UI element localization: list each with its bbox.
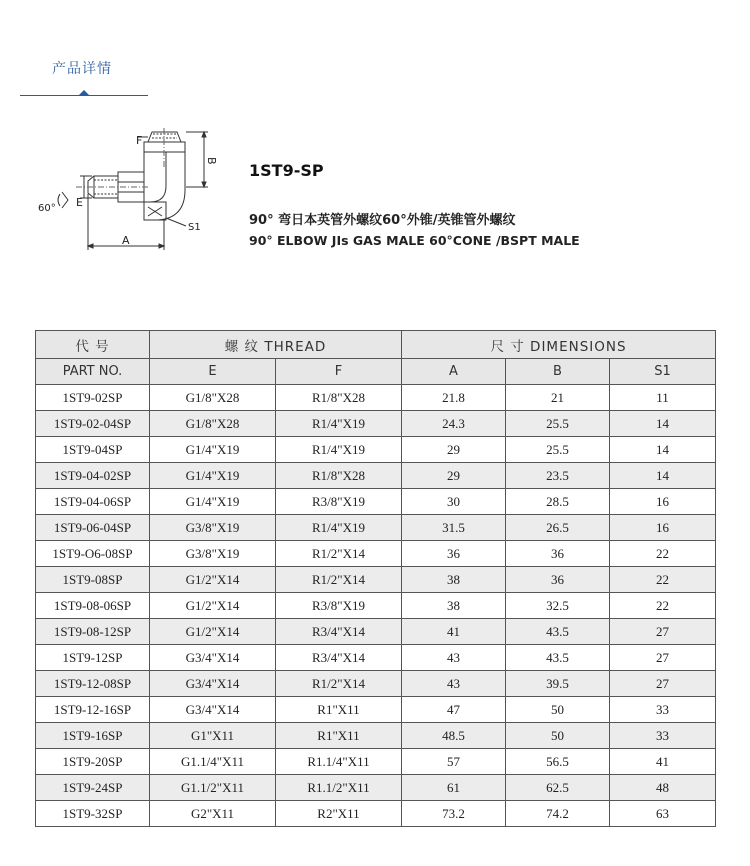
cell-dim-b: 25.5: [506, 437, 610, 463]
cell-dim-s1: 27: [610, 645, 716, 671]
cell-dim-b: 28.5: [506, 489, 610, 515]
cell-thread-e: G1/4"X19: [150, 489, 276, 515]
cell-dim-s1: 14: [610, 463, 716, 489]
drawing-label-a: A: [122, 234, 130, 247]
cell-thread-e: G1"X11: [150, 723, 276, 749]
cell-dim-s1: 14: [610, 437, 716, 463]
cell-thread-f: R1.1/4"X11: [276, 749, 402, 775]
cell-thread-e: G3/8"X19: [150, 515, 276, 541]
cell-dim-b: 36: [506, 541, 610, 567]
cell-dim-s1: 16: [610, 515, 716, 541]
cell-dim-a: 24.3: [402, 411, 506, 437]
product-code: 1ST9-SP: [249, 161, 324, 180]
cell-part-no: 1ST9-04-06SP: [36, 489, 150, 515]
cell-dim-b: 50: [506, 723, 610, 749]
header-dimensions: 尺 寸 DIMENSIONS: [402, 331, 716, 359]
cell-dim-b: 50: [506, 697, 610, 723]
cell-dim-a: 48.5: [402, 723, 506, 749]
cell-dim-s1: 33: [610, 723, 716, 749]
section-notch-marker: [79, 90, 89, 95]
header-col-s1: S1: [610, 359, 716, 385]
cell-dim-b: 23.5: [506, 463, 610, 489]
table-row: [36, 593, 716, 619]
cell-dim-s1: 22: [610, 541, 716, 567]
header-col-a: A: [402, 359, 506, 385]
table-row: [36, 723, 716, 749]
cell-dim-s1: 22: [610, 567, 716, 593]
table-row: [36, 801, 716, 827]
cell-dim-a: 61: [402, 775, 506, 801]
cell-thread-f: R1"X11: [276, 723, 402, 749]
cell-thread-e: G1/8"X28: [150, 411, 276, 437]
cell-dim-a: 29: [402, 463, 506, 489]
cell-dim-s1: 11: [610, 385, 716, 411]
cell-dim-s1: 27: [610, 619, 716, 645]
spec-table: [35, 330, 716, 827]
table-row: [36, 385, 716, 411]
table-row: [36, 775, 716, 801]
drawing-label-b: B: [205, 157, 218, 165]
cell-thread-f: R3/8"X19: [276, 593, 402, 619]
cell-thread-f: R1.1/2"X11: [276, 775, 402, 801]
cell-thread-e: G3/4"X14: [150, 645, 276, 671]
cell-part-no: 1ST9-04-02SP: [36, 463, 150, 489]
cell-part-no: 1ST9-16SP: [36, 723, 150, 749]
drawing-label-e: E: [76, 196, 83, 209]
product-description-cn: 90° 弯日本英管外螺纹60°外锥/英锥管外螺纹: [249, 213, 516, 228]
header-col-e: E: [150, 359, 276, 385]
cell-dim-s1: 48: [610, 775, 716, 801]
cell-thread-f: R2"X11: [276, 801, 402, 827]
cell-dim-b: 43.5: [506, 619, 610, 645]
cell-thread-e: G3/8"X19: [150, 541, 276, 567]
cell-dim-a: 31.5: [402, 515, 506, 541]
table-row: [36, 671, 716, 697]
table-row: [36, 749, 716, 775]
cell-thread-e: G1.1/2"X11: [150, 775, 276, 801]
cell-dim-s1: 14: [610, 411, 716, 437]
cell-dim-b: 26.5: [506, 515, 610, 541]
table-row: [36, 619, 716, 645]
cell-thread-e: G1/2"X14: [150, 567, 276, 593]
cell-dim-a: 43: [402, 671, 506, 697]
header-col-b: B: [506, 359, 610, 385]
cell-thread-f: R1/8"X28: [276, 385, 402, 411]
cell-dim-a: 57: [402, 749, 506, 775]
section-underline: [20, 95, 148, 96]
table-row: [36, 541, 716, 567]
cell-thread-f: R1/4"X19: [276, 437, 402, 463]
cell-thread-f: R3/8"X19: [276, 489, 402, 515]
cell-part-no: 1ST9-08-12SP: [36, 619, 150, 645]
cell-thread-f: R3/4"X14: [276, 645, 402, 671]
cell-dim-s1: 41: [610, 749, 716, 775]
cell-thread-f: R1/4"X19: [276, 515, 402, 541]
cell-dim-b: 25.5: [506, 411, 610, 437]
cell-dim-b: 36: [506, 567, 610, 593]
cell-thread-e: G2"X11: [150, 801, 276, 827]
cell-thread-e: G1/2"X14: [150, 593, 276, 619]
cell-thread-e: G1/4"X19: [150, 463, 276, 489]
cell-dim-a: 36: [402, 541, 506, 567]
cell-dim-b: 43.5: [506, 645, 610, 671]
cell-dim-a: 38: [402, 567, 506, 593]
cell-thread-e: G3/4"X14: [150, 697, 276, 723]
header-part-no: PART NO.: [36, 359, 150, 385]
cell-dim-a: 41: [402, 619, 506, 645]
table-row: [36, 515, 716, 541]
cell-part-no: 1ST9-06-04SP: [36, 515, 150, 541]
spec-table-body: [36, 385, 716, 827]
cell-part-no: 1ST9-08SP: [36, 567, 150, 593]
cell-part-no: 1ST9-02-04SP: [36, 411, 150, 437]
section-tab-title: 产品详情: [52, 61, 112, 77]
cell-dim-b: 39.5: [506, 671, 610, 697]
cell-thread-f: R3/4"X14: [276, 619, 402, 645]
cell-part-no: 1ST9-O6-08SP: [36, 541, 150, 567]
cell-thread-e: G1.1/4"X11: [150, 749, 276, 775]
cell-part-no: 1ST9-20SP: [36, 749, 150, 775]
cell-thread-f: R1/2"X14: [276, 567, 402, 593]
cell-part-no: 1ST9-12SP: [36, 645, 150, 671]
cell-dim-s1: 22: [610, 593, 716, 619]
cell-dim-b: 21: [506, 385, 610, 411]
cell-dim-a: 29: [402, 437, 506, 463]
cell-dim-a: 38: [402, 593, 506, 619]
cell-thread-f: R1/4"X19: [276, 411, 402, 437]
cell-thread-e: G3/4"X14: [150, 671, 276, 697]
product-description-en: 90° ELBOW JIs GAS MALE 60°CONE /BSPT MALE: [249, 233, 580, 248]
table-row: [36, 697, 716, 723]
drawing-label-f: F: [136, 134, 143, 147]
cell-thread-f: R1/2"X14: [276, 541, 402, 567]
table-row: [36, 437, 716, 463]
table-row: [36, 463, 716, 489]
table-row: [36, 489, 716, 515]
cell-part-no: 1ST9-32SP: [36, 801, 150, 827]
cell-dim-a: 43: [402, 645, 506, 671]
cell-part-no: 1ST9-08-06SP: [36, 593, 150, 619]
drawing-label-angle: 60°: [38, 203, 56, 214]
elbow-fitting-drawing: [36, 128, 226, 254]
cell-dim-s1: 27: [610, 671, 716, 697]
cell-dim-a: 30: [402, 489, 506, 515]
drawing-label-s1: S1: [188, 222, 201, 233]
cell-dim-b: 74.2: [506, 801, 610, 827]
cell-thread-e: G1/4"X19: [150, 437, 276, 463]
cell-part-no: 1ST9-04SP: [36, 437, 150, 463]
cell-thread-f: R1/8"X28: [276, 463, 402, 489]
cell-dim-a: 47: [402, 697, 506, 723]
cell-dim-s1: 63: [610, 801, 716, 827]
cell-thread-f: R1/2"X14: [276, 671, 402, 697]
cell-dim-s1: 33: [610, 697, 716, 723]
cell-thread-e: G1/2"X14: [150, 619, 276, 645]
cell-dim-a: 21.8: [402, 385, 506, 411]
cell-part-no: 1ST9-24SP: [36, 775, 150, 801]
cell-dim-b: 62.5: [506, 775, 610, 801]
cell-part-no: 1ST9-12-16SP: [36, 697, 150, 723]
cell-thread-e: G1/8"X28: [150, 385, 276, 411]
header-col-f: F: [276, 359, 402, 385]
header-thread: 螺 纹 THREAD: [150, 331, 402, 359]
header-code: 代 号: [36, 331, 150, 359]
table-row: [36, 411, 716, 437]
cell-dim-b: 56.5: [506, 749, 610, 775]
cell-part-no: 1ST9-02SP: [36, 385, 150, 411]
cell-part-no: 1ST9-12-08SP: [36, 671, 150, 697]
cell-dim-b: 32.5: [506, 593, 610, 619]
cell-dim-a: 73.2: [402, 801, 506, 827]
cell-dim-s1: 16: [610, 489, 716, 515]
table-row: [36, 645, 716, 671]
table-row: [36, 567, 716, 593]
cell-thread-f: R1"X11: [276, 697, 402, 723]
